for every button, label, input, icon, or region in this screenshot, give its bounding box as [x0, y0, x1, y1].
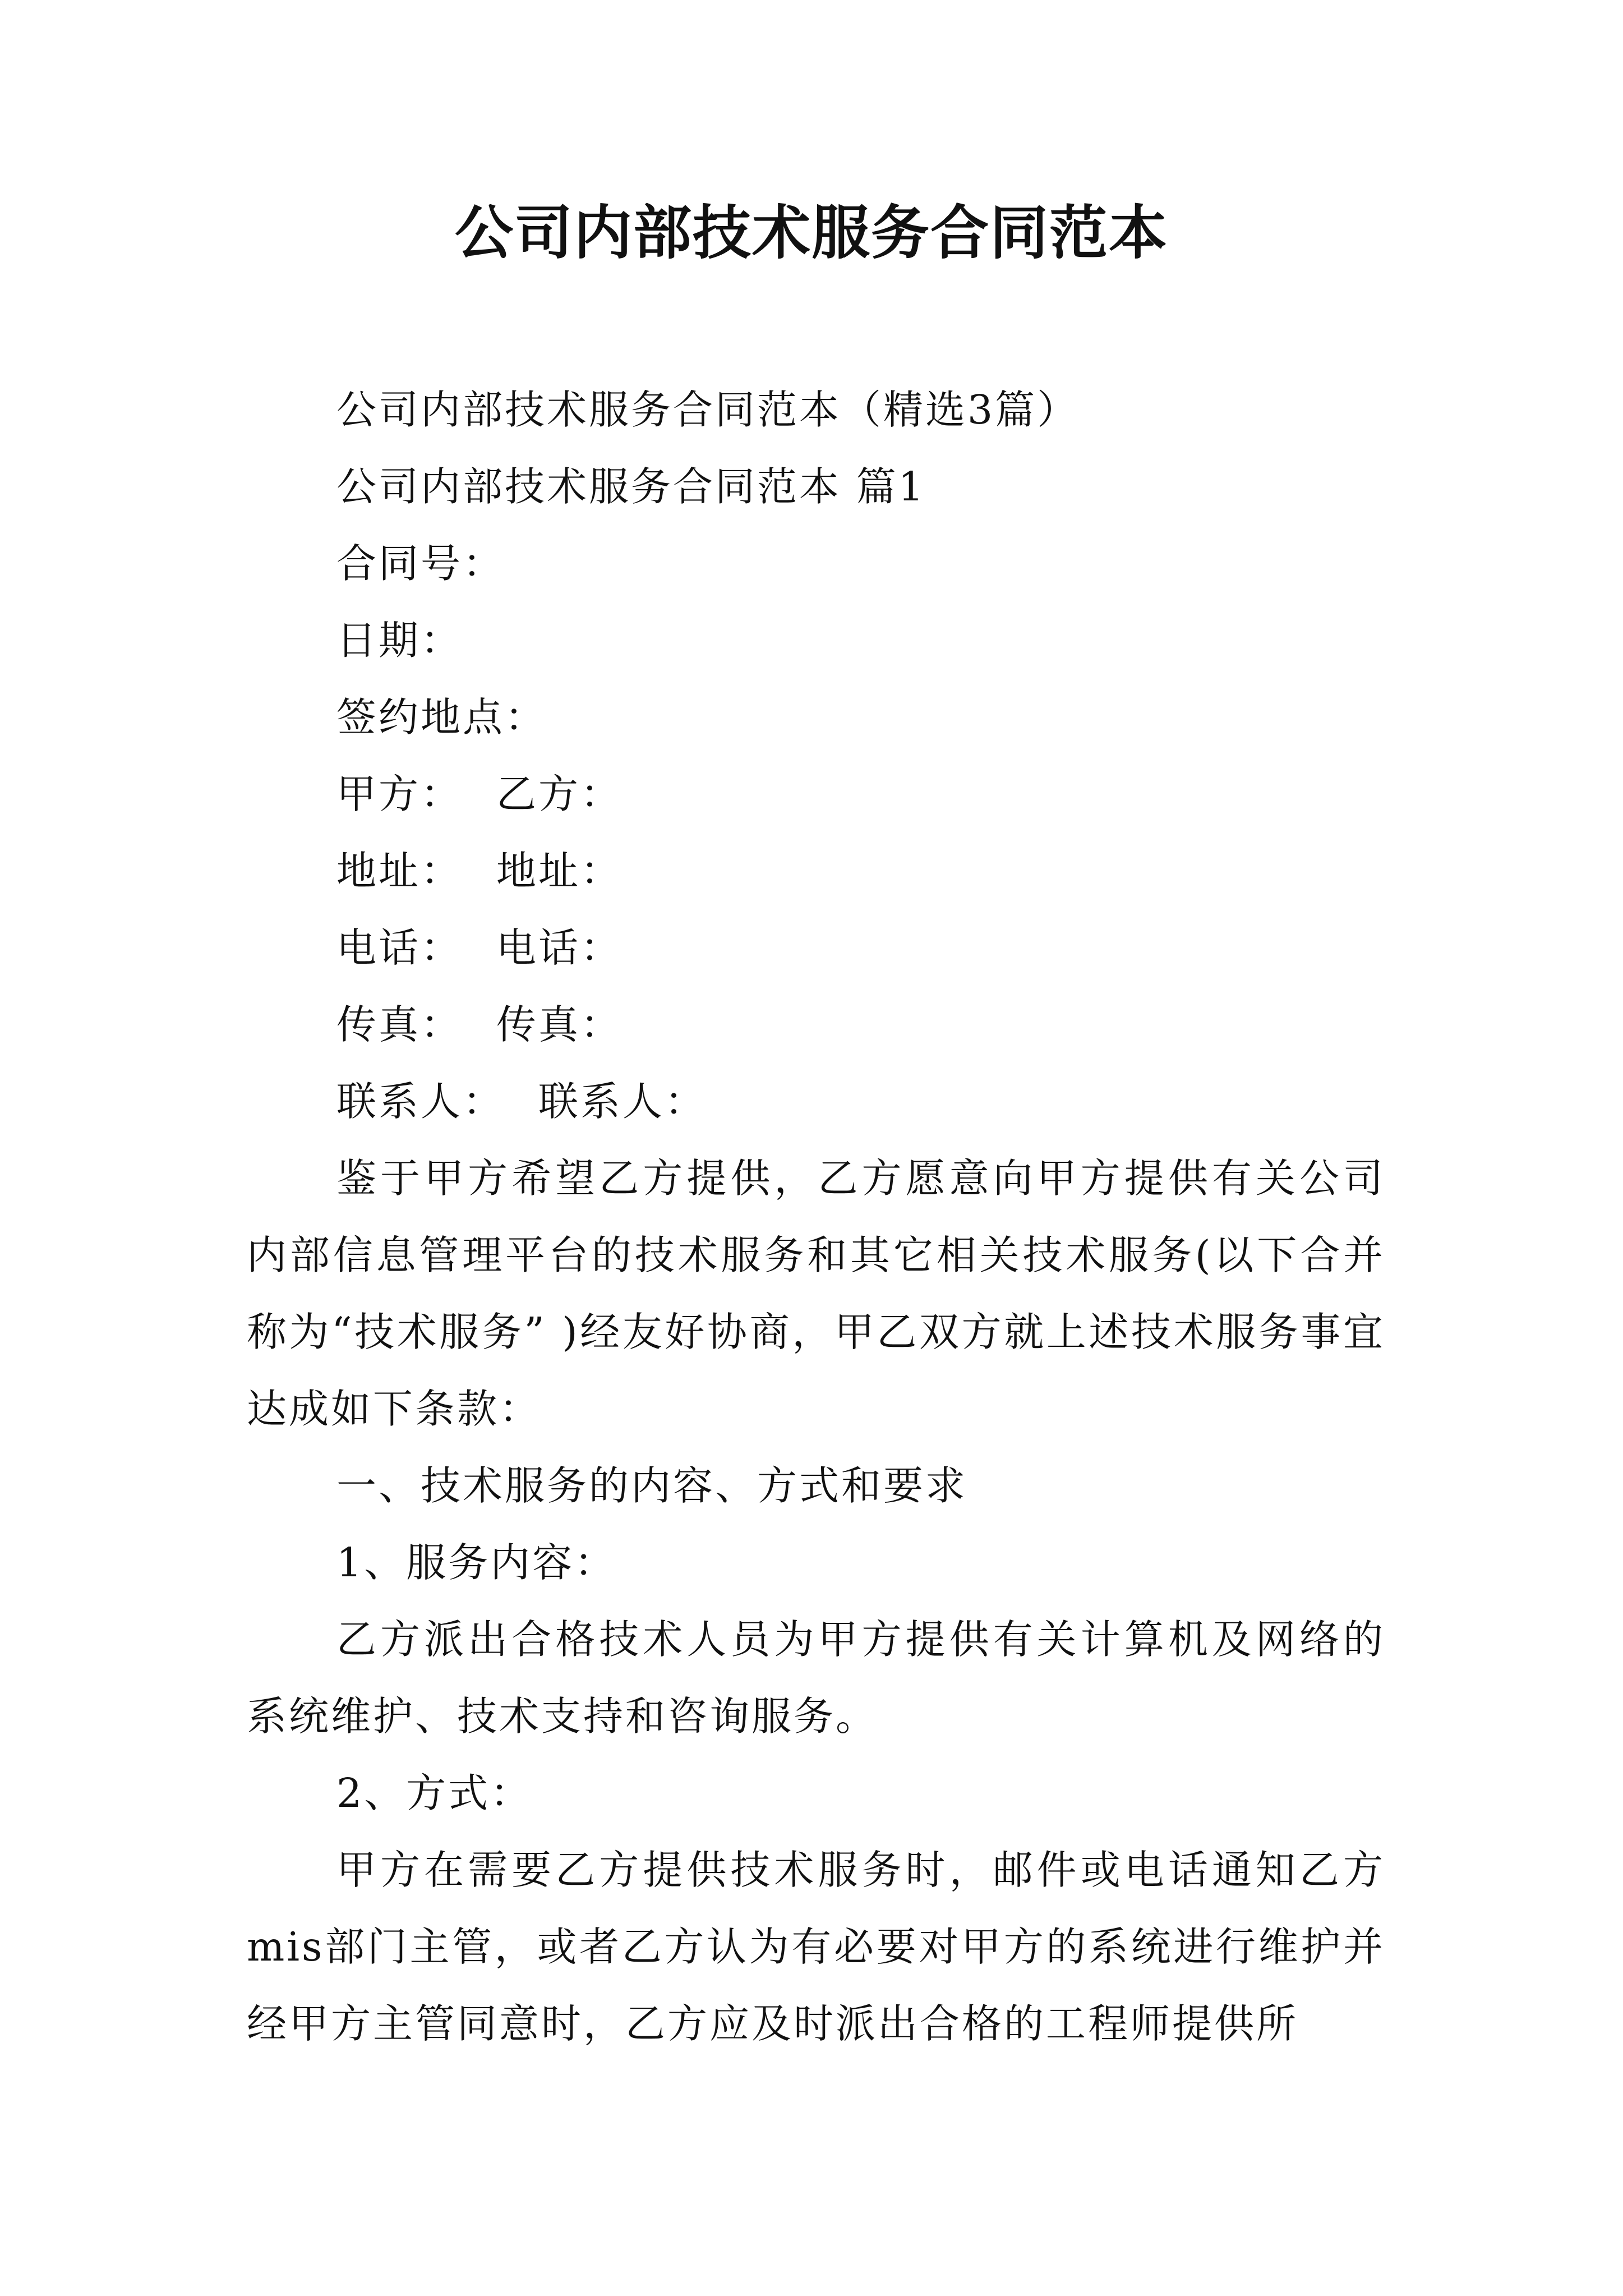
signing-place-field: 签约地点：: [336, 694, 547, 740]
party-b-fax-label: 传真：: [496, 1001, 623, 1048]
fax-line: [247, 986, 1385, 1063]
document-subtitle: 公司内部技术服务合同范本（精选3篇）: [336, 386, 1080, 433]
item-1-heading: 1、服务内容：: [336, 1539, 617, 1586]
preamble-paragraph: 鉴于甲方希望乙方提供，乙方愿意向甲方提供有关公司内部信息管理平台的技术服务和其它相关技术服务(以下合并称为“技术服务” )经友好协商，甲乙双方就上述技术服务事宜达成如下条款：: [247, 1155, 1385, 1432]
contract-number-field: 合同号：: [336, 540, 505, 587]
party-a-address-label: 地址：: [336, 848, 463, 894]
party-b-phone-label: 电话：: [496, 924, 623, 971]
party-a-phone-label: 电话：: [336, 924, 463, 971]
document-body: [247, 371, 1385, 2062]
section-heading: 公司内部技术服务合同范本 篇1: [336, 463, 926, 510]
item-1-paragraph: 乙方派出合格技术人员为甲方提供有关计算机及网络的系统维护、技术支持和咨询服务。: [247, 1616, 1385, 1740]
date-field: 日期：: [336, 617, 463, 664]
party-a-label: 甲方：: [336, 771, 463, 817]
party-b-contact-label: 联系人：: [538, 1078, 707, 1125]
document-title: 公司内部技术服务合同范本: [454, 199, 1168, 267]
contact-line: [247, 1063, 1385, 1140]
party-line: [247, 756, 1385, 832]
phone-line: [247, 909, 1385, 986]
party-b-label: 乙方：: [496, 771, 623, 817]
party-a-fax-label: 传真：: [336, 1001, 463, 1048]
party-a-contact-label: 联系人：: [336, 1078, 505, 1125]
item-2-paragraph: 甲方在需要乙方提供技术服务时，邮件或电话通知乙方mis部门主管，或者乙方认为有必要对甲方的系统进行维护并经甲方主管同意时，乙方应及时派出合格的工程师提供所: [247, 1847, 1385, 2047]
item-2-heading: 2、方式：: [336, 1770, 533, 1816]
address-line: [247, 832, 1385, 909]
party-b-address-label: 地址：: [496, 848, 623, 894]
article-1-heading: 一、技术服务的内容、方式和要求: [336, 1462, 968, 1509]
